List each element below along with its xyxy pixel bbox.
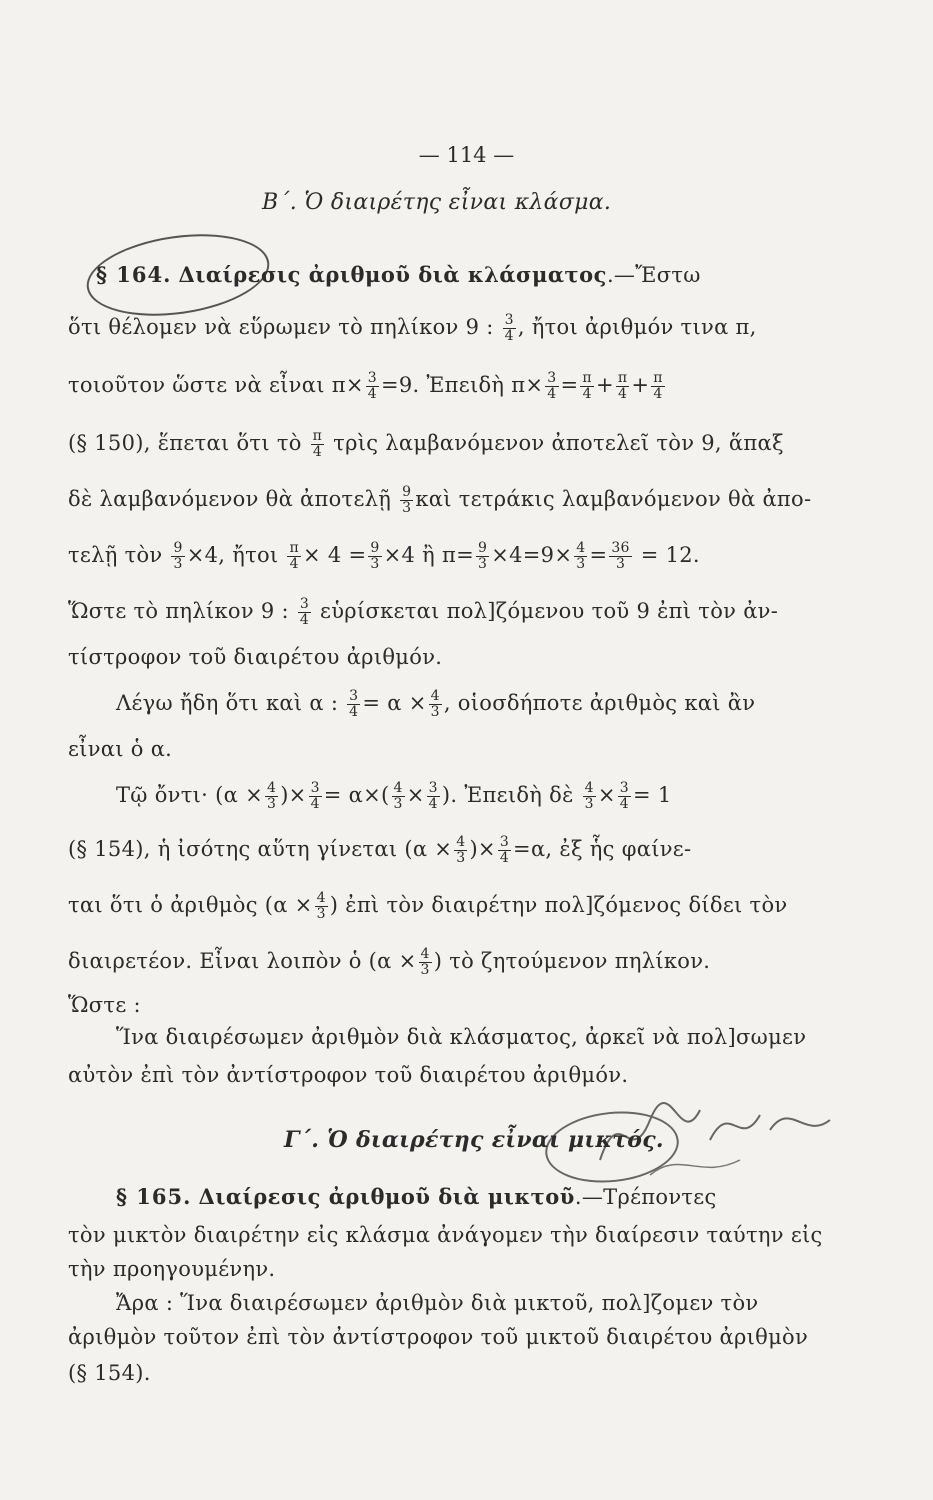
- paragraph-line: τὸν μικτὸν διαιρέτην εἰς κλάσμα ἀνάγομεν τὴν διαίρεσιν ταύτην εἰς: [68, 1223, 823, 1247]
- paragraph-line: τίστροφον τοῦ διαιρέτου ἀριθμόν.: [68, 645, 443, 669]
- paragraph-line: διαιρετέον. Εἶναι λοιπὸν ὁ (α × $\frac{4}{3}$ ) τὸ ζητούμενον πηλίκον.: [68, 946, 711, 978]
- paragraph-line: (§ 154), ἡ ἰσότης αὕτη γίνεται (α × $\frac{4}{3}$ )× $\frac{3}{4}$ =α, ἐξ ἧς φαίνε-: [68, 834, 692, 866]
- paragraph-line: (§ 154).: [68, 1361, 151, 1385]
- paragraph-line: (§ 150), ἕπεται ὅτι τὸ $\frac{\pi}{4}$ τρὶς λαμβανόμενον ἀποτελεῖ τὸν 9, ἅπαξ: [68, 428, 784, 460]
- paragraph-line: Ἄρα : Ἵνα διαιρέσωμεν ἀριθμὸν διὰ μικτοῦ, πολ]ζομεν τὸν: [116, 1291, 759, 1315]
- paragraph-line: τοιοῦτον ὥστε νὰ εἶναι π× $\frac{3}{4}$ =9. Ἐπειδὴ π× $\frac{3}{4}$ = $\frac{\pi}{4}$ + $\frac{\pi}{4}$ + $\frac{\pi}{4}$: [68, 370, 663, 402]
- rule-line: Ἵνα διαιρέσωμεν ἀριθμὸν διὰ κλάσματος, ἀρκεῖ νὰ πολ]σωμεν: [116, 1025, 807, 1049]
- paragraph-line: § 165. Διαίρεσις ἀριθμοῦ διὰ μικτοῦ.—Τρέποντες: [116, 1184, 717, 1209]
- rule-line: αὐτὸν ἐπὶ τὸν ἀντίστροφον τοῦ διαιρέτου ἀριθμόν.: [68, 1063, 629, 1087]
- paragraph-line: Λέγω ἤδη ὅτι καὶ α : $\frac{3}{4}$ = α × $\frac{4}{3}$ , οἱοσδήποτε ἀριθμὸς καὶ ἂν: [116, 688, 756, 720]
- paragraph-line: δὲ λαμβανόμενον θὰ ἀποτελῇ $\frac{9}{3}$ καὶ τετράκις λαμβανόμενον θὰ ἀπο-: [68, 484, 812, 516]
- paragraph-line: εἶναι ὁ α.: [68, 737, 173, 761]
- paragraph-line: ὅτι θέλομεν νὰ εὕρωμεν τὸ πηλίκον 9 : $\frac{3}{4}$ , ἤτοι ἀριθμόν τινα π,: [68, 312, 757, 344]
- heading-divisor-mixed: Γ΄. Ὁ διαιρέτης εἶναι μικτός.: [284, 1127, 664, 1153]
- paragraph-line: Ὥστε :: [68, 993, 141, 1017]
- heading-divisor-fraction: Β΄. Ὁ διαιρέτης εἶναι κλάσμα.: [262, 190, 612, 215]
- paragraph-line: τὴν προηγουμένην.: [68, 1257, 276, 1281]
- paragraph-line: ἀριθμὸν τοῦτον ἐπὶ τὸν ἀντίστροφον τοῦ μικτοῦ διαιρέτου ἀριθμὸν: [68, 1325, 809, 1349]
- paragraph-line: § 164. Διαίρεσις ἀριθμοῦ διὰ κλάσματος.—Ἔστω: [96, 262, 701, 287]
- paragraph-line: Ὥστε τὸ πηλίκον 9 : $\frac{3}{4}$ εὑρίσκεται πολ]ζόμενου τοῦ 9 ἐπὶ τὸν ἀν-: [68, 596, 779, 628]
- page-number: — 114 —: [418, 143, 515, 167]
- paragraph-line: Τῷ ὄντι· (α × $\frac{4}{3}$ )× $\frac{3}{4}$ = α×( $\frac{4}{3}$ × $\frac{3}{4}$ ). Ἐπειδὴ δὲ $\frac{4}{3}$ × $\frac{3}{4}$ = 1: [116, 780, 672, 812]
- paragraph-line: τελῇ τὸν $\frac{9}{3}$ ×4, ἤτοι $\frac{\pi}{4}$ × 4 = $\frac{9}{3}$ ×4 ἢ π= $\frac{9}{3}$ ×4=9× $\frac{4}{3}$ = $\frac{36}{3}$ = 12.: [68, 540, 700, 572]
- paragraph-line: ται ὅτι ὁ ἀριθμὸς (α × $\frac{4}{3}$ ) ἐπὶ τὸν διαιρέτην πολ]ζόμενος δίδει τὸν: [68, 890, 788, 922]
